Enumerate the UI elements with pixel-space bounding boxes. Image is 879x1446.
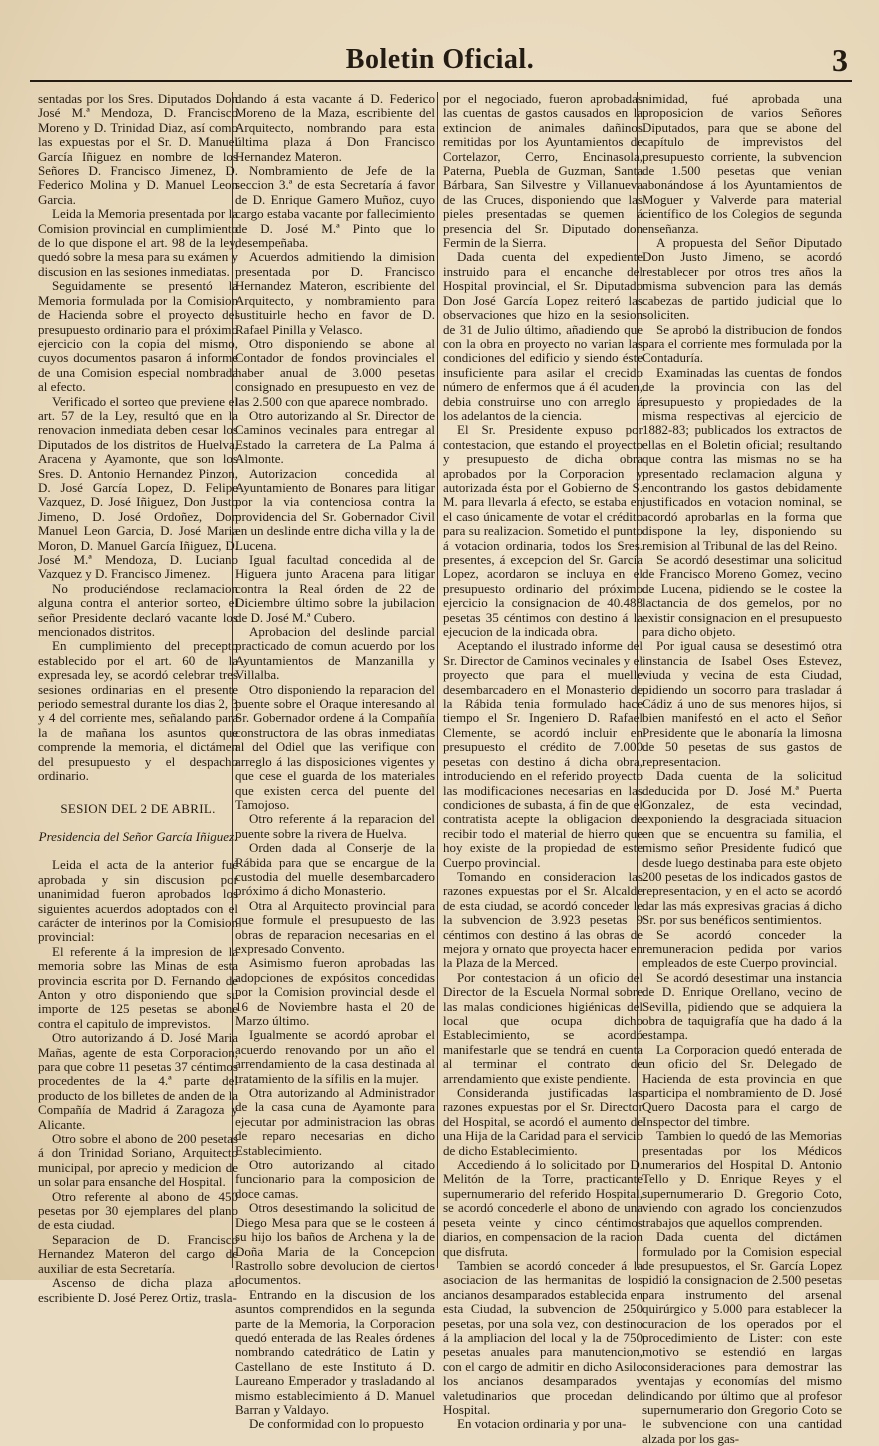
paragraph: Por igual causa se desestimó otra instancia de Isabel Oses Estevez, viuda y vecina de esta Ciudad, pidiendo un socorro para trasladar á Cádiz á uno de sus menores hijos, si bien manifestó en el acto el Señor Presidente que le abonaría la limosna de 50 pesetas de sus gastos de representacion. (642, 638, 842, 769)
paragraph: En cumplimiento del precepto establecido por el art. 60 de la expresada ley, se acordó celebrar tres sesiones ordinarias en el presente periodo semestral durante los dias 2, 3 y 4 del corriente mes, señalando para la de mañana los asuntos que comprende la memoria, el dictámen del presupuesto y el despacho ordinario. (38, 638, 238, 784)
paragraph: Autorizacion concedida al Ayuntamiento de Bonares para litigar por la via contenciosa contra la providencia del Sr. Gobernador Civil en un deslinde entre dicha villa y la de Lucena. (235, 465, 435, 553)
paragraph: Separacion de D. Francisco Hernandez Materon del cargo de auxiliar de esta Secretaría. (38, 1231, 238, 1276)
paragraph: El Sr. Presidente expuso por contestacion, que estando el proyecto y presupuesto de dicha obra aprobados por la Corporacion y autorizada ésta por el Gobierno de S. M. para llevarla á efecto, se estaba en el caso únicamente de votar el crédito para su realizacion. Sometido el punto á votacion ordinaria, todos los Sres. presentes, á excepcion del Sr. García Lopez, acordaron se incluya en el presupuesto ordinario del próximo ejercicio la consignacion de 40.488 pesetas 35 céntimos con destino á la ejecucion de la indicada obra. (443, 422, 643, 640)
paragraph: Dada cuenta del expediente instruido para el encanche del Hospital provincial, el Sr. Diputado Don José García Lopez reiteró las observaciones que hizo en la sesion de 31 de Julio último, añadiendo que con la obra en proyecto no varian las condiciones del edificio y siendo éste insuficiente para asilar el crecido número de enfermos que á él acuden, debia construirse uno con arreglo á los adelantos de la ciencia. (443, 249, 643, 423)
paragraph: Examinadas las cuentas de fondos de la provincia con las del presupuesto y propiedades de la misma respectivas al ejercicio de 1882-83; publicados los extractos de ellas en el Boletin oficial; resultando que contra las mismas no se ha presentado reclamacion alguna y encontrando los gastos debidamente justificados en votacion nominal, se acordó aprobarlas en la forma que dispone la ley, disponiendo su remision al Tribunal de las del Reino. (642, 364, 842, 553)
column-divider (437, 92, 438, 1268)
paragraph: dando á esta vacante á D. Federico Moreno de la Maza, escribiente del Arquitecto, nombrando para esta última plaza á Don Francisco Hernandez Materon. (235, 91, 435, 164)
paragraph: Otro referente á la reparacion del puente sobre la rivera de Huelva. (235, 811, 435, 841)
paragraph: Otro autorizando al citado funcionario para la composicion de doce camas. (235, 1157, 435, 1201)
paragraph: Acuerdos admitiendo la dimision presentada por D. Francisco Hernandez Materon, escribiente del Arquitecto, y nombramiento para sustituirle hecho en favor de D. Rafael Pinilla y Velasco. (235, 249, 435, 337)
page-header (30, 44, 850, 84)
paragraph: Otro referente al abono de 450 pesetas por 30 ejemplares del plano de esta ciudad. (38, 1188, 238, 1233)
paragraph: por el negociado, fueron aprobadas las cuentas de gastos causados en la extincion de animales dañinos remitidas por los Ayuntamientos de Cortelazor, Cerro, Encinasola, Paterna, Puebla de Guzman, Santa Bárbara, San Silvestre y Villanueva de las Cruces, disponiendo que las pieles presentadas se quemen á presencia del Sr. Diputado don Fermin de la Sierra. (443, 91, 643, 251)
paragraph: Otra al Arquitecto provincial para que formule el presupuesto de las obras de reparacion necesarias en el expresado Convento. (235, 897, 435, 956)
paragraph: Entrando en la discusion de los asuntos comprendidos en la segunda parte de la Memoria, la Corporacion quedó enterada de las Reales órdenes nombrando catedrático de Latin y Castellano de este Instituto á D. Laureano Emperador y trasladando al mismo establecimiento á D. Manuel Barran y Valdayo. (235, 1286, 435, 1417)
page-title: Boletin Oficial. (345, 44, 535, 75)
paragraph: Se acordó desestimar una instancia de D. Enrique Orellano, vecino de Sevilla, pidiendo que se adquiera la obra de taquigrafía que ha dado á la estampa. (642, 969, 842, 1043)
paragraph: No produciéndose reclamacion alguna contra el anterior sorteo, el señor Presidente declaró vacante los mencionados distritos. (38, 580, 238, 640)
paragraph: A propuesta del Señor Diputado Don Justo Jimeno, se acordó restablecer por otros tres años la misma subvencion para las demás cabezas de partido judicial que lo soliciten. (642, 235, 842, 323)
paragraph: Otro sobre el abono de 200 pesetas á don Trinidad Soriano, Arquitecto municipal, por aprecio y medicion de un solar para ensanche del Hospital. (38, 1131, 238, 1190)
paragraph: Accediendo á lo solicitado por D. Melitón de la Torre, practicante supernumerario del referido Hospital, se acordó concederle el abono de una peseta veinte y cinco céntimos diarios, en compensacion de la racion que disfruta. (443, 1157, 643, 1259)
paragraph: Verificado el sorteo que previene el art. 57 de la Ley, resultó que en la renovacion inmediata deben cesar los Diputados de los distritos de Huelva, Aracena y Ayamonte, que son los Sres. D. Antonio Hernandez Pinzon, D. José García Lopez, D. Felipe Vazquez, D. José Iñiguez, Don Justo Jimeno, D. José Ordoñez, Don Manuel Leon Garcia, D. José Maria Moron, D. Manuel García Iñiguez, D. José M.ª Mendoza, D. Luciano Vazquez y D. Francisco Jimenez. (38, 393, 238, 582)
paragraph: Tomando en consideracion las razones expuestas por el Sr. Alcalde de esta ciudad, se acordó conceder le la subvencion de 3.923 pesetas 9 céntimos con destino á las obras de mejora y ornato que proyecta hacer en la Plaza de la Merced. (443, 868, 643, 971)
presidency-line: Presidencia del Señor García Iñiguez. (38, 828, 238, 844)
paragraph: Dada cuenta del dictámen formulado por la Comision especial de presupuestos, el Sr. García Lopez pidió la consignacion de 2.500 pesetas para instrumento del arsenal quirúrgico y 5.000 para establecer la curacion de los operados por el procedimiento de Lister: con este motivo se estendió en largas consideraciones para demostrar las ventajas y economías del mismo indicando por último que al profesor supernumerario don Gregorio Coto se le subvencione con una cantidad alzada por los gas- (642, 1229, 843, 1446)
paragraph: Se acordó conceder la remuneracion pedida por varios empleados de este Cuerpo provincial. (642, 926, 842, 971)
paragraph: Otro disponiendo la reparacion del puente sobre el Oraque interesando al Sr. Gobernador ordene á la Compañía constructora de las obras inmediatas al del Odiel que las verifique con arreglo á las disposiciones vigentes y que cese el guarda de los materiales que existen cerca del puente del Tamojoso. (235, 681, 435, 812)
paragraph: Aceptando el ilustrado informe del Sr. Director de Caminos vecinales y el proyecto que para el muelle desembarcadero en el Monasterio de la Rábida tenia formulado hace tiempo el Sr. Ingeniero D. Rafael Clemente, se acordó incluir en presupuesto el crédito de 7.000 pesetas con destino á dicha obra, introduciendo en el referido proyecto las modificaciones necesarias en las condiciones de subasta, á fin de que el contratista acepte la obligacion de recibir todo el material de hierro que hoy existe de la propiedad de este Cuerpo provincial. (443, 638, 643, 870)
session-heading: SESION DEL 2 DE ABRIL. (60, 800, 216, 816)
paragraph: El referente á la impresion de la memoria sobre las Minas de esta provincia escrita por D. Fernando de Anton y otro disponiendo que su importe de 125 pesetas se abone contra el capitulo de imprevistos. (38, 943, 238, 1031)
paragraph: Nombramiento de Jefe de la seccion 3.ª de esta Secretaría á favor de D. Enrique Gamero Muñoz, cuyo cargo estaba vacante por fallecimiento de D. José M.ª Pinto que lo desempeñaba. (235, 163, 435, 251)
column-1 (38, 91, 238, 1305)
paragraph: En votacion ordinaria y por una- (457, 1416, 627, 1432)
paragraph: Se acordó desestimar una solicitud de Francisco Moreno Gomez, vecino de Lucena, pidiendo se le costee la lactancia de dos gemelos, por no existir consignacion en el presupuesto para dicho objeto. (642, 552, 842, 640)
paragraph: Seguidamente se presentó la Memoria formulada por la Comision de Hacienda sobre el proyecto del presupuesto ordinario para el próximo ejercicio con la copia del mismo, cuyos documentos pasaron á informe de una Comision especial nombrada al efecto. (38, 278, 238, 395)
paragraph: Aprobacion del deslinde parcial practicado de comun acuerdo por los Ayuntamientos de Manzanilla y Villalba. (235, 624, 435, 683)
paragraph: Tambien se acordó conceder á la asociacion de las hermanitas de los ancianos desamparados establecida en esta Ciudad, la subvencion de 250 pesetas, por una sola vez, con destino á la ampliacion del local y la de 750 pesetas anuales para manutencion, con el cargo de admitir en dicho Asilo los ancianos desamparados y valetudinarios que procedan del Hospital. (443, 1257, 643, 1417)
column-2 (235, 91, 435, 1432)
paragraph: nimidad, fué aprobada una proposicion de varios Señores Diputados, para que se abone del capítulo de imprevistos del presupuesto corriente, la subvencion de 1.500 pesetas que venian abonándose á los Ayuntamientos de Moguer y Valverde para material científico de los Colegios de segunda enseñanza. (642, 91, 842, 236)
paragraph: sentadas por los Sres. Diputados Don José M.ª Mendoza, D. Francisco Moreno y D. Trinidad Diaz, así como las expuestas por el Sr. D. Manuel García Iñiguez en nombre de los Señores D. Francisco Jimenez, D. Federico Molina y D. Manuel Leon Garcia. (38, 91, 238, 207)
paragraph: Tambien lo quedó de las Memorias presentadas por los Médicos numerarios del Hospital D. Antonio Tello y D. Enrique Reyes y el supernumerario D. Gregorio Coto, viendo con agrado los concienzudos trabajos que aquellos comprenden. (642, 1128, 842, 1230)
column-4 (642, 91, 843, 1446)
paragraph: Otra autorizando al Administrador de la casa cuna de Ayamonte para ejecutar por administracion las obras de reparo necesarias en dicho Establecimiento. (235, 1085, 435, 1158)
paragraph: De conformidad con lo propuesto (249, 1416, 424, 1432)
paragraph: Se aprobó la distribucion de fondos para el corriente mes formulada por la Contaduría. (642, 321, 842, 366)
paragraph: Dada cuenta de la solicitud deducida por D. José M.ª Puerta Gonzalez, de esta vecindad, exponiendo la desgraciada situacion en que se encuentra su familia, el mismo señor Presidente fudicó que desde luego destinaba para este objeto 200 pesetas de los indicados gastos de representacion, y en el acto se acordó dar las más expresivas gracias á dicho Sr. por sus benéficos sentimientos. (642, 768, 842, 928)
paragraph: Por contestacion á un oficio del Director de la Escuela Normal sobre las malas condiciones higiénicas del local que ocupa dicho Establecimiento, se acordó manifestarle que se tendrá en cuenta al terminar el contrato de arrendamiento que existe pendiente. (443, 969, 643, 1086)
paragraph: Leida la Memoria presentada por la Comision provincial en cumplimiento de lo que dispone el art. 98 de la ley, quedó sobre la mesa para su exámen y discusion en las sesiones inmediatas. (38, 206, 238, 279)
paragraph: La Corporacion quedó enterada de un oficio del Sr. Delegado de Hacienda de esta provincia en que participa el nombramiento de D. José Quero Dacosta para el cargo de Inspector del timbre. (642, 1041, 842, 1129)
paragraph: Igual facultad concedida al de Higuera junto Aracena para litigar contra la Real órden de 22 de Diciembre último sobre la jubilacion de D. José M.ª Cubero. (235, 552, 435, 625)
paragraph: Consideranda justificadas las razones expuestas por el Sr. Director del Hospital, se acordó el aumento de una Hija de la Caridad para el servicio de dicho Establecimiento. (443, 1085, 643, 1158)
page-number: 3 (832, 42, 848, 78)
paragraph: Asimismo fueron aprobadas las adopciones de expósitos concedidas por la Comision provincial desde el 16 de Noviembre hasta el 20 de Marzo último. (235, 955, 435, 1028)
paragraph: Ascenso de dicha plaza al escribiente D. José Perez Ortiz, trasla- (38, 1275, 238, 1305)
column-3 (443, 91, 643, 1432)
paragraph: Otro disponiendo se abone al Contador de fondos provinciales el haber anual de 3.000 pesetas consignado en presupuesto en vez de las 2.500 con que aparece nombrado. (235, 335, 435, 409)
paragraph: Otro autorizando al Sr. Director de Caminos vecinales para entregar al Estado la carretera de La Palma á Almonte. (235, 407, 435, 467)
paragraph: Igualmente se acordó aprobar el acuerdo renovando por un año el arrendamiento de la casa destinada al tratamiento de la sífilis en la mujer. (235, 1027, 435, 1086)
paragraph: Otro autorizando á D. José Maria Mañas, agente de esta Corporacion, para que cobre 11 pesetas 37 céntimos procedentes de la 4.ª parte del producto de los billetes de anden de la Compañía de Madrid á Zaragoza y Alicante. (38, 1030, 238, 1132)
header-rule (30, 80, 852, 82)
paragraph: Otros desestimando la solicitud de Diego Mesa para que se le costeen á su hijo los baños de Archena y la de Doña Maria de la Concepcion Rastrollo sobre devolucion de ciertos documentos. (235, 1200, 435, 1288)
paragraph: Orden dada al Conserje de la Rábida para que se encargue de la custodia del muelle desembarcadero próximo á dicho Monasterio. (235, 840, 435, 899)
paragraph: Leida el acta de la anterior fué aprobada y sin discusion por unanimidad fueron aprobados los siguientes acuerdos adoptados con el carácter de interinos por la Comision provincial: (38, 857, 238, 945)
